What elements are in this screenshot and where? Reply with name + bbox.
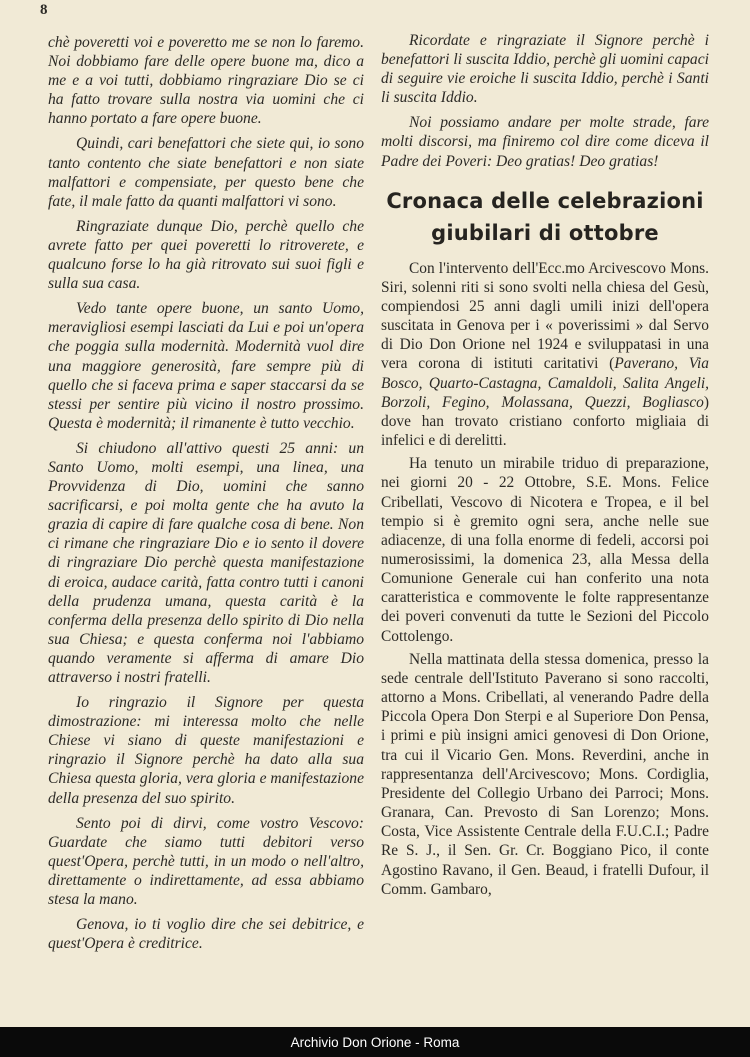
page-number: 8 [40,2,48,18]
place-list: Paverano, Via Bosco, Quarto-Castagna, Camaldoli, Salita Angeli, Borzoli, Fegino, Molassana, Quezzi, Bogliasco [381,355,709,411]
paragraph: Ricordate e ringraziate il Signore perchè i benefattori li suscita Iddio, perchè gli uomini capaci di seguire vie eroiche li suscita Iddio, perchè i Santi li suscita Iddio. [381,32,709,107]
right-column [381,31,709,903]
paragraph: Quindi, cari benefattori che siete qui, io sono tanto contento che siate benefattori e non siate malfattori e compensiate, per questo bene che fate, il male fatto da quanti malfattori vi sono. [48,135,364,210]
paragraph [381,259,709,451]
paragraph: Noi possiamo andare per molte strade, fare molti discorsi, ma finiremo col dire come diceva il Padre dei Poveri: Deo gratias! Deo gratias! [381,114,709,170]
paragraph: Ha tenuto un mirabile triduo di preparazione, nei giorni 20 - 22 Ottobre, S.E. Mons. Felice Cribellati, Vescovo di Nicotera e Tropea, e il bel tempio si è gremito ogni sera, anche nelle sue adiacenze, di una folla enorme di fedeli, accorsi poi numerosissimi, la domenica 23, alla Messa della Comunione Generale cui han conferito una nota caratteristica e commovente le folte rappresentanze dei poveri convenuti da tutte le Sezioni del Piccolo Cottolengo. [381,455,709,645]
archive-label: Archivio Don Orione - Roma [290,1035,460,1050]
paragraph: chè poveretti voi e poveretto me se non lo faremo. Noi dobbiamo fare delle opere buone ma, dico a me e a voi tutti, dobbiamo ringraziare Dio se ci ha fatto trovare sulla nostra via uomini che ci hanno portato a fare opere buone. [48,34,364,128]
left-column [48,33,364,959]
paragraph: Ringraziate dunque Dio, perchè quello che avrete fatto per quei poveretti lo ritroverete, e qualcuno forse lo ha già ritrovato sui suoi figli e sulla sua casa. [48,217,364,293]
paragraph: Si chiudono all'attivo questi 25 anni: un Santo Uomo, molti esempi, una linea, una Provvidenza di Dio, uomini che sanno sacrificarsi, e poi molta gente che ha avuto la grazia di capire di fare qualche cosa di bene. Non ci rimane che ringraziare Dio e io sento il dovere di ringraziare Dio perchè questa manifestazione di eroica, audace carità, fatta contro tutti i canoni della prudenza umana, questa carità è la conferma della presenza dello spirito di Dio nella sua Chiesa; e questa conferma noi l'abbiamo quando veramente si afferma di amare Dio attraverso i nostri fratelli. [48,439,364,686]
paragraph: Sento poi di dirvi, come vostro Vescovo: Guardate che siamo tutti debitori verso quest'Opera, perchè tutti, in un modo o nell'altro, direttamente o indirettamente, ad essa abbiamo stesa la mano. [48,814,364,909]
paragraph: Genova, io ti voglio dire che sei debitrice, e quest'Opera è creditrice. [48,916,364,953]
paragraph-text: ) dove han trovato cristiano conforto migliaia di infelici e di derelitti. [381,393,709,450]
article-title: Cronaca delle celebrazioni giubilari di ottobre [386,188,704,245]
paragraph: Nella mattinata della stessa domenica, presso la sede centrale dell'Istituto Paverano si sono raccolti, attorno a Mons. Cribellati, al venerando Padre della Piccola Opera Don Sterpi e al Superiore Don Pensa, i primi e più insigni amici genovesi di Don Orione, tra cui il Vicario Gen. Mons. Reverdini, anche in rappresentanza dell'Arcivescovo; Mons. Cordiglia, Presidente del Collegio Urbano dei Parroci; Mons. Granara, Can. Prevosto di San Lorenzo; Mons. Costa, Vice Assistente Centrale della F.U.C.I.; Padre Re S. J., il Sen. Gr. Cr. Boggiano Pico, il conte Agostino Ravano, il Gen. Beaud, i fratelli Dufour, il Comm. Gambaro, [381,650,709,898]
paragraph: Vedo tante opere buone, un santo Uomo, meravigliosi esempi lasciati da Lui e poi un'opera che poggia sulla modernità. Modernità vuol dire una maggiore generosità, fare sempre più di quello che si faceva prima e saper staccarsi da se stessi per sentire più vicino il nostro prossimo. Questa è modernità; il rimanente è tutto vecchio. [48,300,364,432]
paragraph: Io ringrazio il Signore per questa dimostrazione: mi interessa molto che nelle Chiese vi siano di queste manifestazioni e ringrazio il Signore perchè ha dato alla sua Chiesa questa gloria, vera gloria e manifestazione della presenza del suo spirito. [48,694,364,807]
paragraph-text: Con l'intervento dell'Ecc.mo Arcivescovo Mons. Siri, solenni riti si sono svolti nella chiesa del Gesù, compiendosi 25 anni dagli umili inizi dell'opera suscitata in Genova per i « poverissimi » dal Servo di Dio Don Orione nel 1924 e sviluppatasi in una vera corona di istituti caritativi ( [381,259,709,373]
